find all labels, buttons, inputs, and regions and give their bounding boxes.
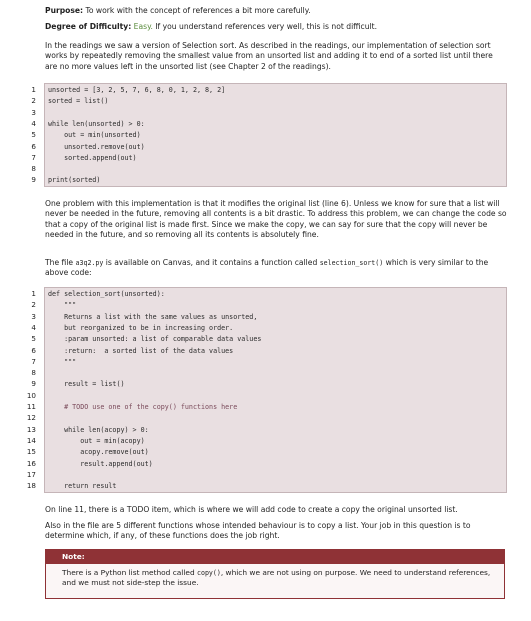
line-number: 7 [31, 356, 36, 366]
note-text-a: There is a Python list method called [62, 568, 197, 577]
difficulty-line [45, 22, 507, 32]
difficulty-text: If you understand references very well, this is not difficult. [152, 22, 378, 31]
code-listing-selection-sort [10, 83, 507, 187]
line-number: 12 [26, 413, 36, 423]
purpose-label: Purpose: [45, 6, 84, 15]
note-text-b: , which we are not using on purpose. We need to understand references, and we must not side-step the issue. [62, 568, 491, 588]
file-text-b: is available on Canvas, and it contains a function called [103, 258, 320, 267]
function-name: selection_sort() [319, 259, 384, 267]
todo-paragraph: On line 11, there is a TODO item, which is where we will add code to create a copy the original unsorted list. [45, 505, 458, 514]
code-line: """ [48, 301, 77, 310]
line-number: 18 [26, 481, 36, 491]
note-box [45, 549, 505, 599]
line-number: 6 [31, 141, 36, 151]
line-number: 9 [31, 175, 36, 185]
line-number: 17 [26, 469, 36, 479]
problem-paragraph: One problem with this implementation is that it modifies the original list (line 6). Unless we know for sure that a list will never be needed in the future, removing all contents is a bit drastic. To address this problem, we can change the code so that a copy of the original list is made first. Since we make the copy, we can say for sure that the copy will never be needed in the future, and so removing all its contents is absolutely fine. [45, 199, 507, 239]
code-line: unsorted.remove(out) [48, 142, 145, 151]
line-number: 5 [31, 334, 36, 344]
file-text-c: which is very similar to the above code: [45, 258, 489, 278]
line-number: 2 [31, 300, 36, 310]
code-line: unsorted = [3, 2, 5, 7, 6, 8, 0, 1, 2, 8, 2] [48, 86, 226, 94]
code-line: out = min(unsorted) [48, 131, 141, 140]
code-line: print(sorted) [48, 176, 101, 185]
note-body [46, 564, 504, 589]
code-line: result = list() [48, 380, 125, 389]
note-code: copy() [197, 569, 221, 577]
file-text-a: The file [45, 258, 76, 267]
line-number: 1 [31, 85, 36, 94]
line-number: 4 [31, 322, 36, 332]
line-number: 8 [31, 164, 36, 174]
line-number: 10 [26, 390, 36, 400]
file-name: a3q2.py [75, 259, 104, 267]
line-number: 3 [31, 311, 36, 321]
code-line: but reorganized to be in increasing order. [48, 323, 234, 332]
task-paragraph: Also in the file are 5 different functions whose intended behaviour is to copy a list. Your job in this question is to determine which, if any, of these functions does the job right. [45, 521, 471, 541]
line-number: 4 [31, 118, 36, 128]
code-line: return result [48, 482, 117, 491]
code-line: acopy.remove(out) [48, 448, 149, 457]
code-line: while len(unsorted) > 0: [48, 119, 145, 128]
note-title: Note: [46, 550, 504, 564]
difficulty-label: Degree of Difficulty: [45, 22, 132, 31]
code-line: while len(acopy) > 0: [48, 425, 149, 434]
code-listing-function [10, 287, 507, 493]
purpose-text: To work with the concept of references a bit more carefully. [83, 6, 311, 15]
line-number: 8 [31, 368, 36, 378]
line-number: 11 [26, 402, 36, 411]
line-number: 16 [26, 458, 36, 468]
line-number: 9 [31, 379, 36, 389]
line-number: 5 [31, 130, 36, 140]
code-line: Returns a list with the same values as unsorted, [48, 312, 258, 321]
line-number: 3 [31, 107, 36, 117]
line-number: 6 [31, 345, 36, 355]
line-number: 14 [26, 435, 36, 445]
code-line: :return: a sorted list of the data values [48, 346, 234, 355]
line-number: 15 [26, 447, 36, 457]
line-number: 1 [31, 289, 36, 298]
code-line: def selection_sort(unsorted): [48, 290, 165, 298]
code-line: """ [48, 357, 77, 366]
intro-paragraph: In the readings we saw a version of Selection sort. As described in the readings, our implementation of selection sort works by repeatedly removing the smallest value from an unsorted list and adding it to end of a sorted list until there are no more values left in the unsorted list (see Chapter 2 of the readings). [45, 41, 493, 71]
difficulty-value: Easy. [131, 22, 153, 31]
code-line: # TODO use one of the copy() functions here [48, 403, 238, 411]
code-line: out = min(acopy) [48, 436, 145, 445]
line-number: 13 [26, 424, 36, 434]
code-line: sorted.append(out) [48, 153, 137, 162]
purpose-line [45, 6, 507, 16]
code-line: result.append(out) [48, 459, 153, 468]
file-paragraph [45, 258, 507, 279]
line-number: 7 [31, 152, 36, 162]
line-number: 2 [31, 96, 36, 106]
code-line: :param unsorted: a list of comparable data values [48, 335, 262, 344]
code-line: sorted = list() [48, 97, 109, 106]
